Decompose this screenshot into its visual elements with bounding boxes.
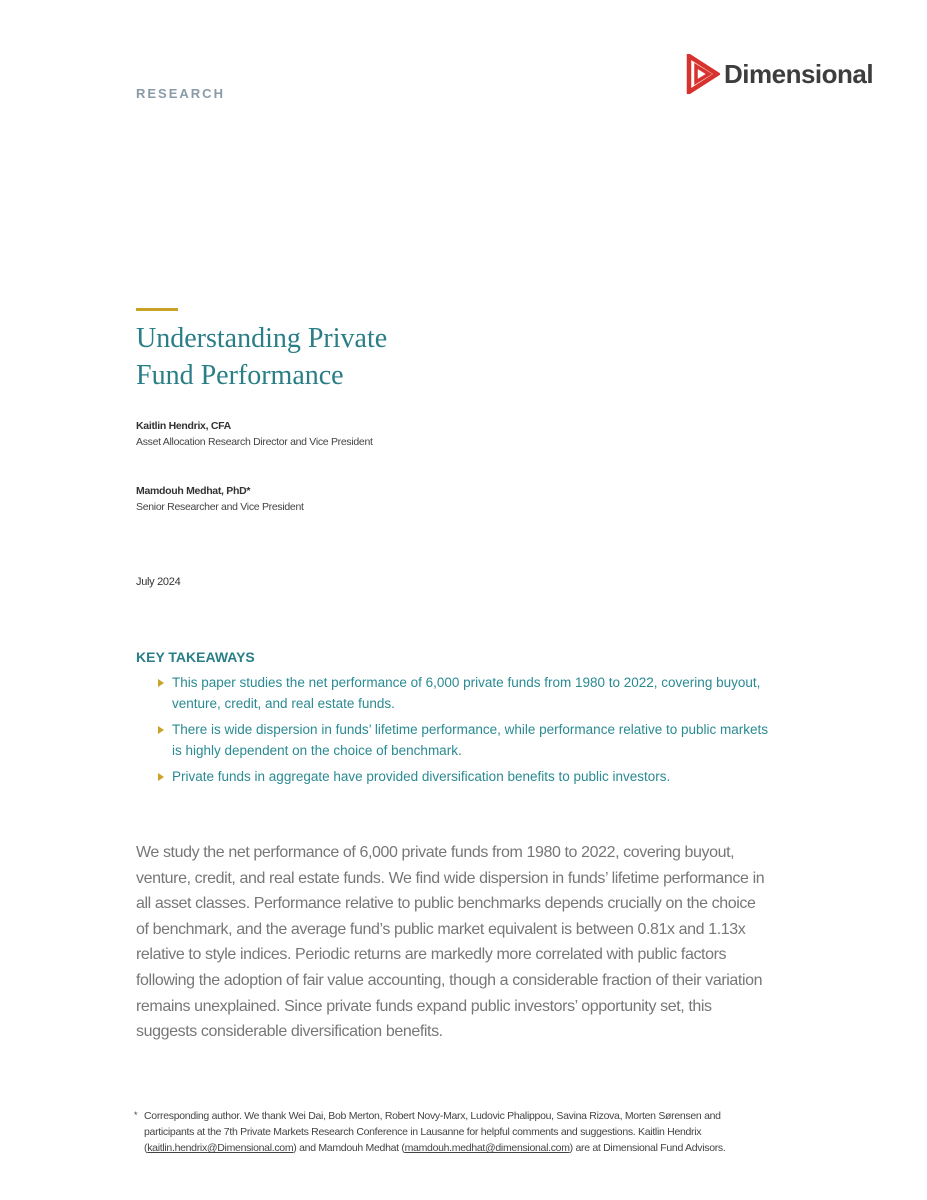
email-link[interactable]: mamdouh.medhat@dimensional.com xyxy=(404,1142,570,1154)
author-name: Mamdouh Medhat, PhD* xyxy=(136,485,251,497)
footnote-body xyxy=(136,1108,736,1156)
takeaway-text: This paper studies the net performance of 6,000 private funds from 1980 to 2022, covering buyout, venture, credit, and real estate funds. xyxy=(172,675,761,711)
dimensional-logo-icon xyxy=(686,54,720,94)
publication-date: July 2024 xyxy=(136,576,181,588)
key-takeaways-list xyxy=(158,672,768,792)
abstract-paragraph: We study the net performance of 6,000 private funds from 1980 to 2022, covering buyout, venture, credit, and real estate funds. We find wide dispersion in funds’ lifetime performance in all asset classes. Performance relative to public benchmarks depends crucially on the choice of benchmark, and the average fund’s public market equivalent is between 0.81x and 1.13x relative to style indices. Periodic returns are markedly more correlated with public factors following the adoption of fair value accounting, though a considerable fraction of their variation remains unexplained. Since private funds expand public investors’ opportunity set, this suggests considerable diversification benefits. xyxy=(136,844,765,1041)
email-link[interactable]: kaitlin.hendrix@Dimensional.com xyxy=(147,1142,294,1154)
logo-wordmark: Dimensional xyxy=(724,58,874,89)
list-item xyxy=(158,719,768,761)
title-accent-rule xyxy=(136,308,178,311)
footnote-mark: * xyxy=(134,1110,138,1120)
footnote-text: ) are at Dimensional Fund Advisors. xyxy=(569,1142,726,1154)
author-block xyxy=(136,485,304,513)
section-label: RESEARCH xyxy=(136,86,225,101)
triangle-bullet-icon xyxy=(158,679,164,687)
author-role: Senior Researcher and Vice President xyxy=(136,501,304,513)
title-line-1: Understanding Private xyxy=(136,323,388,354)
footnote-text: Corresponding author. We thank Wei Dai, Bob Merton, Robert Novy-Marx, Ludovic Phalippou, Savina Rizova, Morten Sørensen and participants at the 7th Private Markets Research Conference in Lausanne for helpful comments and suggestions. Kaitlin Hendrix ( xyxy=(144,1110,721,1154)
page-title xyxy=(136,320,387,394)
takeaway-text: There is wide dispersion in funds’ lifetime performance, while performance relative to public markets is highly dependent on the choice of benchmark. xyxy=(172,722,769,758)
author-name: Kaitlin Hendrix, CFA xyxy=(136,420,231,432)
author-role: Asset Allocation Research Director and Vice President xyxy=(136,436,373,448)
key-takeaways-heading: KEY TAKEAWAYS xyxy=(136,649,255,665)
triangle-bullet-icon xyxy=(158,726,164,734)
footnote xyxy=(136,1108,736,1156)
dimensional-logo xyxy=(686,54,873,94)
title-line-2: Fund Performance xyxy=(136,360,344,391)
triangle-bullet-icon xyxy=(158,773,164,781)
author-block xyxy=(136,420,373,448)
list-item xyxy=(158,766,768,787)
footnote-text: ) and Mamdouh Medhat ( xyxy=(293,1142,405,1154)
list-item xyxy=(158,672,768,714)
takeaway-text: Private funds in aggregate have provided diversification benefits to public investors. xyxy=(172,769,671,784)
